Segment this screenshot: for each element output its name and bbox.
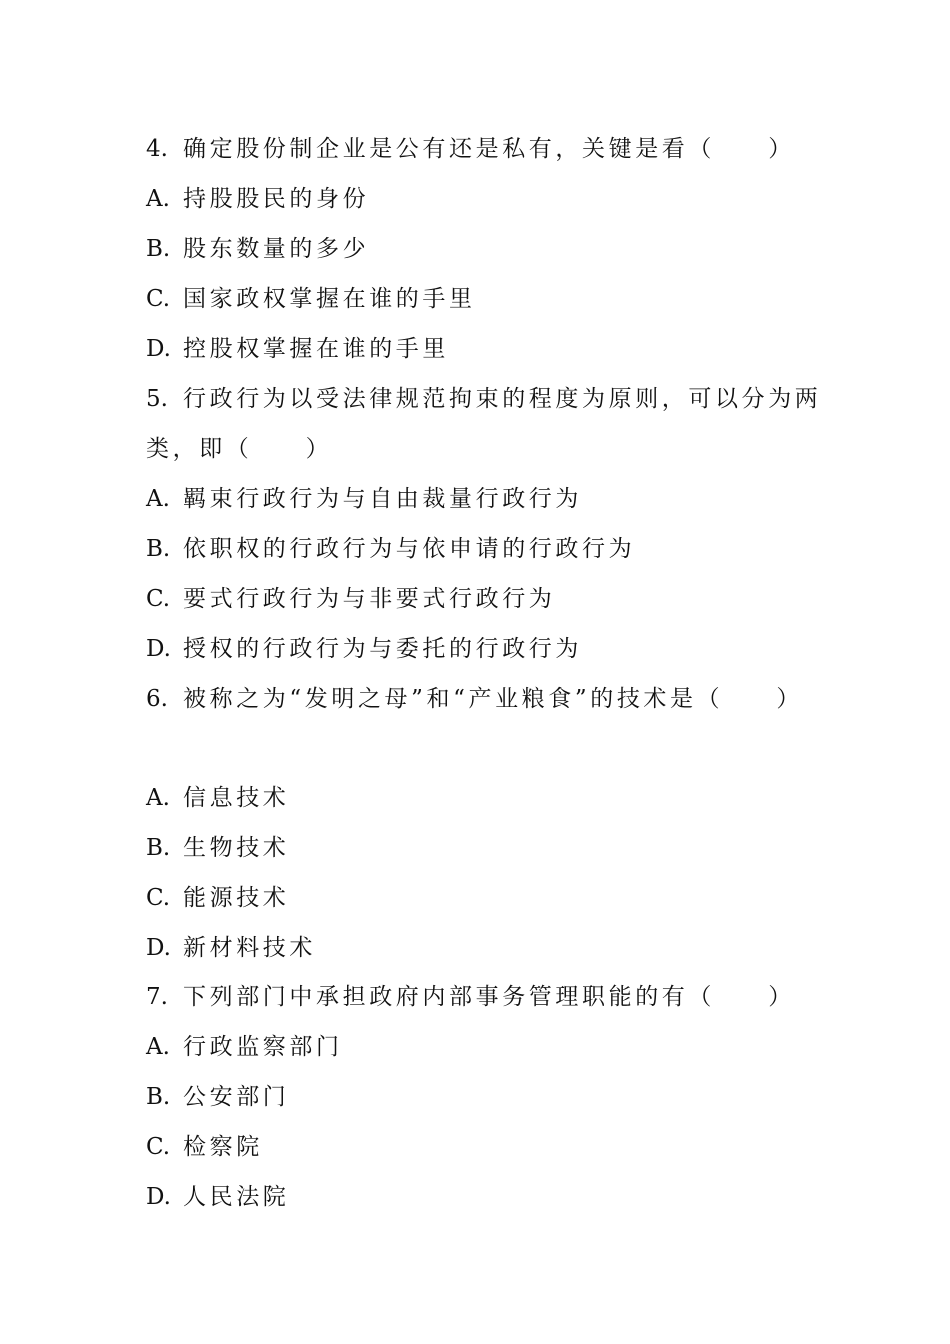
option-text: 公安部门: [183, 1084, 290, 1110]
option-label: B.: [146, 835, 171, 861]
option-label: C.: [146, 1134, 171, 1160]
option-text: 控股权掌握在谁的手里: [183, 336, 449, 362]
question-5-option-c: [146, 584, 555, 614]
question-4-option-b: [146, 234, 369, 264]
option-text: 能源技术: [183, 885, 290, 911]
option-text: 生物技术: [183, 835, 290, 861]
question-5-stem: [146, 384, 821, 414]
question-5-stem-continued: [146, 434, 332, 464]
question-6-option-a: [146, 783, 289, 813]
question-6-option-b: [146, 833, 289, 863]
question-6-option-c: [146, 883, 289, 913]
option-text: 羁束行政行为与自由裁量行政行为: [183, 486, 582, 512]
option-label: C.: [146, 885, 171, 911]
option-label: A.: [146, 1034, 170, 1060]
question-4-option-a: [146, 184, 369, 214]
option-label: B.: [146, 536, 171, 562]
question-text: 行政行为以受法律规范拘束的程度为原则，可以分为两: [183, 386, 822, 412]
question-7-option-d: [146, 1182, 289, 1212]
question-7-stem: [146, 982, 795, 1012]
question-7-option-b: [146, 1082, 289, 1112]
option-label: C.: [146, 286, 171, 312]
question-number: 4.: [146, 136, 168, 162]
option-text: 持股股民的身份: [183, 186, 370, 212]
option-label: B.: [146, 1084, 171, 1110]
option-label: A.: [146, 186, 170, 212]
question-number: 6.: [146, 686, 168, 712]
option-text: 新材料技术: [183, 935, 316, 961]
option-text: 信息技术: [183, 785, 290, 811]
question-7-option-c: [146, 1132, 263, 1162]
question-6-stem: [146, 684, 803, 714]
question-5-option-b: [146, 534, 635, 564]
option-text: 授权的行政行为与委托的行政行为: [183, 636, 582, 662]
option-text: 检察院: [183, 1134, 263, 1160]
option-text: 人民法院: [183, 1184, 290, 1210]
option-text: 股东数量的多少: [183, 236, 370, 262]
option-text: 国家政权掌握在谁的手里: [183, 286, 476, 312]
question-number: 5.: [146, 386, 168, 412]
option-label: C.: [146, 586, 171, 612]
question-5-option-d: [146, 634, 582, 664]
option-label: D.: [146, 1184, 171, 1210]
option-label: D.: [146, 636, 171, 662]
question-text: 类，即（ ）: [146, 436, 333, 462]
question-text: 确定股份制企业是公有还是私有，关键是看（ ）: [183, 136, 795, 162]
question-5-option-a: [146, 484, 582, 514]
question-text: 被称之为“发明之母”和“产业粮食”的技术是（ ）: [183, 686, 804, 712]
option-label: D.: [146, 336, 171, 362]
question-4-option-c: [146, 284, 476, 314]
option-label: A.: [146, 785, 170, 811]
question-4-option-d: [146, 334, 449, 364]
option-text: 要式行政行为与非要式行政行为: [183, 586, 556, 612]
question-text: 下列部门中承担政府内部事务管理职能的有（ ）: [183, 984, 795, 1010]
option-text: 依职权的行政行为与依申请的行政行为: [183, 536, 636, 562]
option-label: B.: [146, 236, 171, 262]
question-number: 7.: [146, 984, 168, 1010]
option-label: D.: [146, 935, 171, 961]
question-4-stem: [146, 134, 795, 164]
question-6-option-d: [146, 933, 316, 963]
option-text: 行政监察部门: [183, 1034, 343, 1060]
question-7-option-a: [146, 1032, 343, 1062]
option-label: A.: [146, 486, 170, 512]
